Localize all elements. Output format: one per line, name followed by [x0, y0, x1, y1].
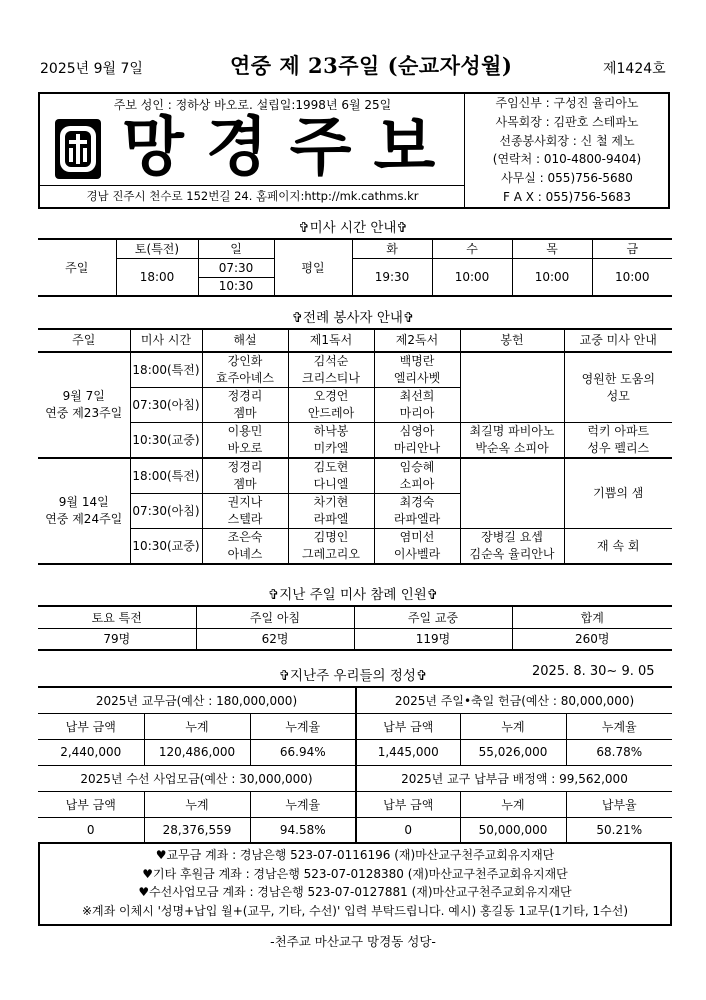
- servers-header-notice: 교중 미사 안내: [564, 329, 672, 352]
- staff-contact: (연락처 : 010-4800-9404): [492, 152, 642, 167]
- finance-dues-amount: 2,440,000: [38, 739, 144, 765]
- time-fri: 10:00: [592, 258, 672, 296]
- finance-offering-total: 55,026,000: [460, 739, 566, 765]
- staff-funeral-chair: 선종봉사회장 : 신 철 제노: [499, 133, 635, 148]
- finance-dues-title: 2025년 교무금(예산 : 180,000,000): [38, 687, 356, 713]
- finance-diocese-rate: 50.21%: [566, 817, 672, 843]
- mass-sun-time-2: 10:30: [198, 277, 274, 296]
- week1-offering: 최길명 파비아노 박순옥 소피아: [460, 423, 564, 459]
- attendance-title: ✞지난 주일 미사 참례 인원✞: [267, 587, 439, 603]
- servers-header-commentary: 해설: [202, 329, 288, 352]
- time-wed: 10:00: [432, 258, 512, 296]
- servers-header-reading1: 제1독서: [288, 329, 374, 352]
- week1-time-2: 07:30(아침): [130, 388, 202, 423]
- finance-dues-h-rate: 누계율: [250, 713, 356, 739]
- finance-repair-h-total: 누계: [144, 791, 250, 817]
- week1-commentary-1: 강인화 효주아녜스: [202, 352, 288, 388]
- finance-offering-h-amount: 납부 금액: [356, 713, 460, 739]
- staff-fax: F A X : 055)756-5683: [503, 189, 631, 204]
- week2-label: 9월 14일 연중 제24주일: [38, 458, 130, 564]
- time-tue: 19:30: [352, 258, 432, 296]
- week1-commentary-3: 이용민 바오로: [202, 423, 288, 459]
- mass-sunday-label: 주일: [38, 239, 116, 296]
- week2-commentary-3: 조은숙 아녜스: [202, 529, 288, 565]
- bulletin-date: 2025년 9월 7일: [40, 61, 143, 77]
- week2-time-3: 10:30(교중): [130, 529, 202, 565]
- finance-offering-h-rate: 누계율: [566, 713, 672, 739]
- week2-reading1-2: 차기현 라파엘: [288, 494, 374, 529]
- week1-reading1-1: 김석순 크리스티나: [288, 352, 374, 388]
- week1-reading1-3: 하낙봉 미카엘: [288, 423, 374, 459]
- patron-line: 주보 성인 : 정하상 바오로. 설립일:1998년 6월 25일: [113, 98, 392, 112]
- finance-diocese-title: 2025년 교구 납부금 배정액 : 99,562,000: [356, 765, 672, 791]
- week2-reading2-1: 임승혜 소피아: [374, 458, 460, 494]
- bulletin-title: 연중 제 23주일 (순교자성월): [230, 53, 513, 78]
- weekday-thu: 목: [512, 239, 592, 258]
- mass-schedule-title: ✞미사 시간 안내✞: [298, 220, 408, 236]
- mass-sun-label: 일: [198, 239, 274, 258]
- parish-logo-icon: [54, 118, 102, 180]
- staff-list: [466, 94, 668, 207]
- servers-header-sunday: 주일: [38, 329, 130, 352]
- finance-dues-rate: 66.94%: [250, 739, 356, 765]
- week1-notice-top: 영원한 도움의 성모: [564, 352, 672, 423]
- week2-offering: 장병길 요셉 김순옥 율리안나: [460, 529, 564, 565]
- address-line: 경남 진주시 천수로 152번길 24. 홈페이지:http://mk.cathms.kr: [40, 185, 465, 207]
- week1-reading2-3: 심영아 마리안나: [374, 423, 460, 459]
- week2-time-2: 07:30(아침): [130, 494, 202, 529]
- finance-repair-h-rate: 누계율: [250, 791, 356, 817]
- attendance-header-sat: 토요 특전: [38, 606, 196, 628]
- week1-reading1-2: 오경언 안드레아: [288, 388, 374, 423]
- finance-diocese-amount: 0: [356, 817, 460, 843]
- finance-table: [38, 686, 672, 844]
- mass-sat-label: 토(특전): [116, 239, 198, 258]
- week2-commentary-1: 정경리 젬마: [202, 458, 288, 494]
- attendance-sat: 79명: [38, 628, 196, 650]
- attendance-total: 260명: [512, 628, 672, 650]
- week2-reading2-3: 염미선 이사벨라: [374, 529, 460, 565]
- finance-offering-rate: 68.78%: [566, 739, 672, 765]
- footer: -천주교 마산교구 망경동 성당-: [270, 934, 436, 949]
- mass-sun-time-1: 07:30: [198, 258, 274, 277]
- mass-sat-time: 18:00: [116, 258, 198, 296]
- servers-title: ✞전례 봉사자 안내✞: [291, 310, 415, 326]
- week1-time-1: 18:00(특전): [130, 352, 202, 388]
- issue-number: 제1424호: [603, 61, 666, 77]
- attendance-table: [38, 605, 672, 651]
- servers-header-reading2: 제2독서: [374, 329, 460, 352]
- week1-reading2-2: 최선희 마리아: [374, 388, 460, 423]
- week1-label: 9월 7일 연중 제23주일: [38, 352, 130, 458]
- weekday-wed: 수: [432, 239, 512, 258]
- servers-header-time: 미사 시간: [130, 329, 202, 352]
- attendance-morning: 62명: [196, 628, 354, 650]
- week1-commentary-2: 정경리 젬마: [202, 388, 288, 423]
- finance-diocese-h-rate: 납부율: [566, 791, 672, 817]
- time-thu: 10:00: [512, 258, 592, 296]
- bank-accounts: [38, 842, 672, 926]
- week2-reading1-3: 김명인 그레고리오: [288, 529, 374, 565]
- account-repair: ♥수선사업모금 계좌 : 경남은행 523-07-0127881 (재)마산교구천주교회유지재단: [138, 885, 572, 899]
- finance-repair-amount: 0: [38, 817, 144, 843]
- week2-reading1-1: 김도현 다니엘: [288, 458, 374, 494]
- finance-dues-h-total: 누계: [144, 713, 250, 739]
- finance-repair-h-amount: 납부 금액: [38, 791, 144, 817]
- mass-weekday-label: 평일: [274, 239, 352, 296]
- finance-diocese-h-total: 누계: [460, 791, 566, 817]
- attendance-header-morning: 주일 아침: [196, 606, 354, 628]
- week1-time-3: 10:30(교중): [130, 423, 202, 459]
- finance-repair-total: 28,376,559: [144, 817, 250, 843]
- week2-time-1: 18:00(특전): [130, 458, 202, 494]
- finance-repair-title: 2025년 수선 사업모금(예산 : 30,000,000): [38, 765, 356, 791]
- week2-notice-bottom: 재 속 회: [564, 529, 672, 565]
- finance-offering-amount: 1,445,000: [356, 739, 460, 765]
- week2-notice-top: 기쁨의 샘: [564, 458, 672, 529]
- finance-diocese-total: 50,000,000: [460, 817, 566, 843]
- masthead-box: [38, 92, 670, 209]
- week1-notice-bottom: 럭키 아파트 성우 펠리스: [564, 423, 672, 459]
- mass-schedule-table: [38, 238, 672, 297]
- finance-diocese-h-amount: 납부 금액: [356, 791, 460, 817]
- staff-office: 사무실 : 055)756-5680: [501, 171, 633, 186]
- finance-dues-total: 120,486,000: [144, 739, 250, 765]
- attendance-header-main: 주일 교중: [354, 606, 512, 628]
- servers-table: [38, 328, 672, 565]
- masthead-title: 망경주보: [122, 110, 458, 185]
- account-note: ※계좌 이체시 '성명+납입 월+(교무, 기타, 수선)' 입력 부탁드립니다. 예시) 홍길동 1교무(1기타, 1수선): [81, 903, 628, 918]
- finance-title: ✞지난주 우리들의 정성✞: [278, 668, 428, 684]
- staff-pastor: 주임신부 : 구성진 율리아노: [495, 96, 639, 110]
- finance-period: 2025. 8. 30~ 9. 05: [532, 664, 655, 679]
- account-donation: ♥기타 후원금 계좌 : 경남은행 523-07-0128380 (재)마산교구천주교회유지재단: [142, 866, 568, 881]
- finance-offering-h-total: 누계: [460, 713, 566, 739]
- week2-reading2-2: 최경숙 라파엘라: [374, 494, 460, 529]
- attendance-main: 119명: [354, 628, 512, 650]
- finance-dues-h-amount: 납부 금액: [38, 713, 144, 739]
- account-dues: ♥교무금 계좌 : 경남은행 523-07-0116196 (재)마산교구천주교회유지재단: [155, 848, 555, 862]
- week2-offering-empty: [460, 458, 564, 529]
- attendance-header-total: 합계: [512, 606, 672, 628]
- finance-repair-rate: 94.58%: [250, 817, 356, 843]
- finance-offering-title: 2025년 주일•축일 헌금(예산 : 80,000,000): [356, 687, 672, 713]
- weekday-tue: 화: [352, 239, 432, 258]
- weekday-fri: 금: [592, 239, 672, 258]
- week1-reading2-1: 백명란 엘리사벳: [374, 352, 460, 388]
- week1-offering-empty: [460, 352, 564, 423]
- week2-commentary-2: 권지나 스텔라: [202, 494, 288, 529]
- masthead-left: [40, 94, 465, 207]
- servers-header-offering: 봉헌: [460, 329, 564, 352]
- staff-council-chair: 사목회장 : 김판호 스테파노: [495, 114, 639, 129]
